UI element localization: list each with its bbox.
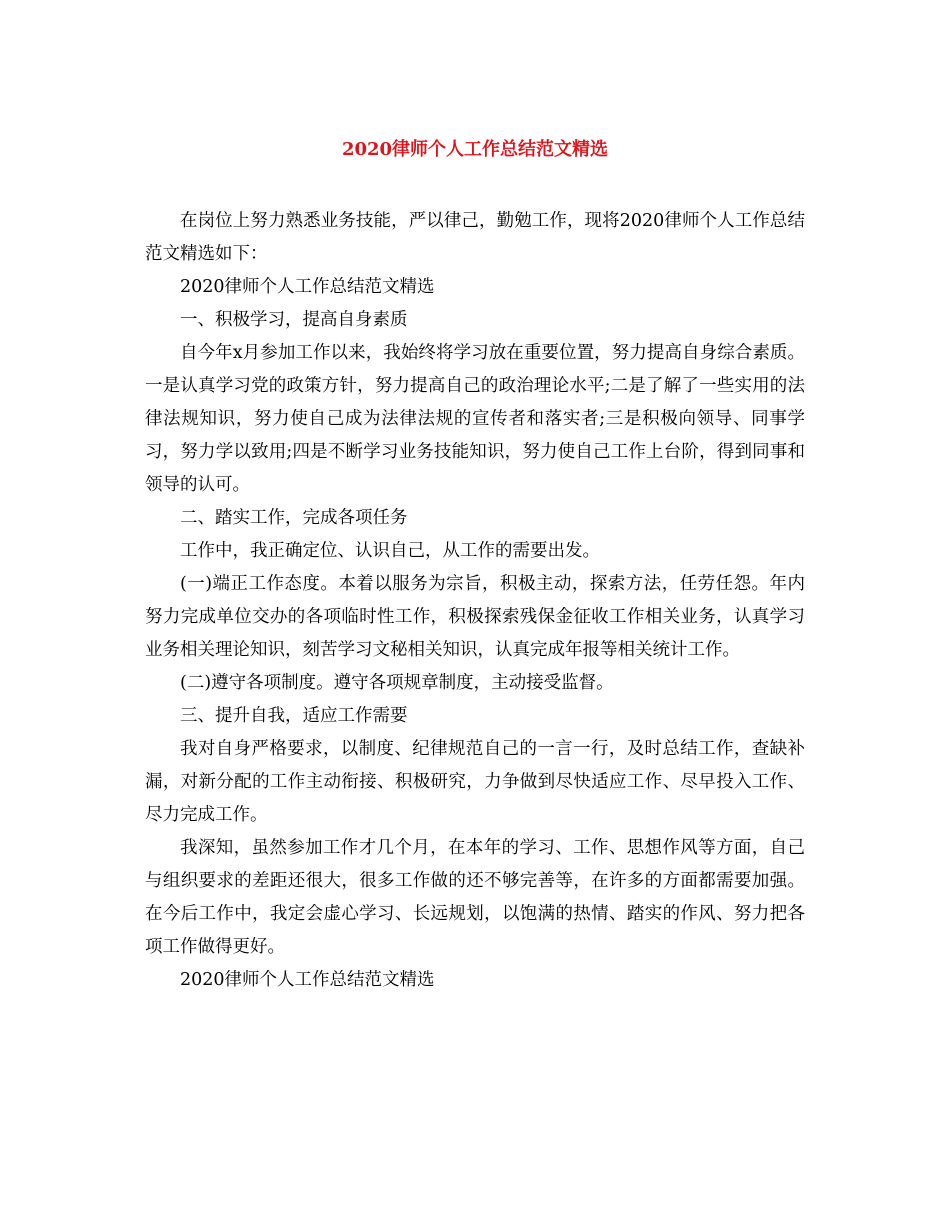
paragraph-subtitle-repeat: 2020律师个人工作总结范文精选 — [180, 970, 435, 990]
paragraph-section-2-item-1: (一)端正工作态度。本着以服务为宗旨，积极主动，探索方法，任劳任怨。年内努力完成单位交办的各项临时性工作，积极探索残保金征收工作相关业务，认真学习业务相关理论知识，刻苦学习文秘相关知识，认真完成年报等相关统计工作。 — [145, 574, 805, 660]
section-heading-1: 一、积极学习，提高自身素质 — [180, 310, 408, 330]
paragraph-intro: 在岗位上努力熟悉业务技能，严以律己，勤勉工作，现将2020律师个人工作总结范文精选如下： — [145, 211, 805, 264]
paragraph-conclusion: 我深知，虽然参加工作才几个月，在本年的学习、工作、思想作风等方面，自己与组织要求的差距还很大，很多工作做的还不够完善等，在许多的方面都需要加强。在今后工作中，我定会虚心学习、长远规划，以饱满的热情、踏实的作风、努力把各项工作做得更好。 — [145, 838, 805, 957]
paragraph-section-3: 我对自身严格要求，以制度、纪律规范自己的一言一行，及时总结工作，查缺补漏，对新分配的工作主动衔接、积极研究，力争做到尽快适应工作、尽早投入工作、尽力完成工作。 — [145, 739, 805, 825]
document-title: 2020律师个人工作总结范文精选 — [341, 139, 609, 160]
section-heading-3: 三、提升自我，适应工作需要 — [180, 706, 408, 726]
paragraph-section-1: 自今年x月参加工作以来，我始终将学习放在重要位置，努力提高自身综合素质。一是认真学习党的政策方针，努力提高自己的政治理论水平;二是了解了一些实用的法律法规知识，努力使自己成为法律法规的宣传者和落实者;三是积极向领导、同事学习，努力学以致用;四是不断学习业务技能知识，努力使自己工作上台阶，得到同事和领导的认可。 — [145, 343, 805, 495]
paragraph-section-2-item-2: (二)遵守各项制度。遵守各项规章制度，主动接受监督。 — [180, 673, 614, 693]
paragraph-section-2-intro: 工作中，我正确定位、认识自己，从工作的需要出发。 — [180, 541, 600, 561]
paragraph-subtitle: 2020律师个人工作总结范文精选 — [180, 277, 435, 297]
section-heading-2: 二、踏实工作，完成各项任务 — [180, 508, 408, 528]
document-body — [145, 205, 805, 997]
